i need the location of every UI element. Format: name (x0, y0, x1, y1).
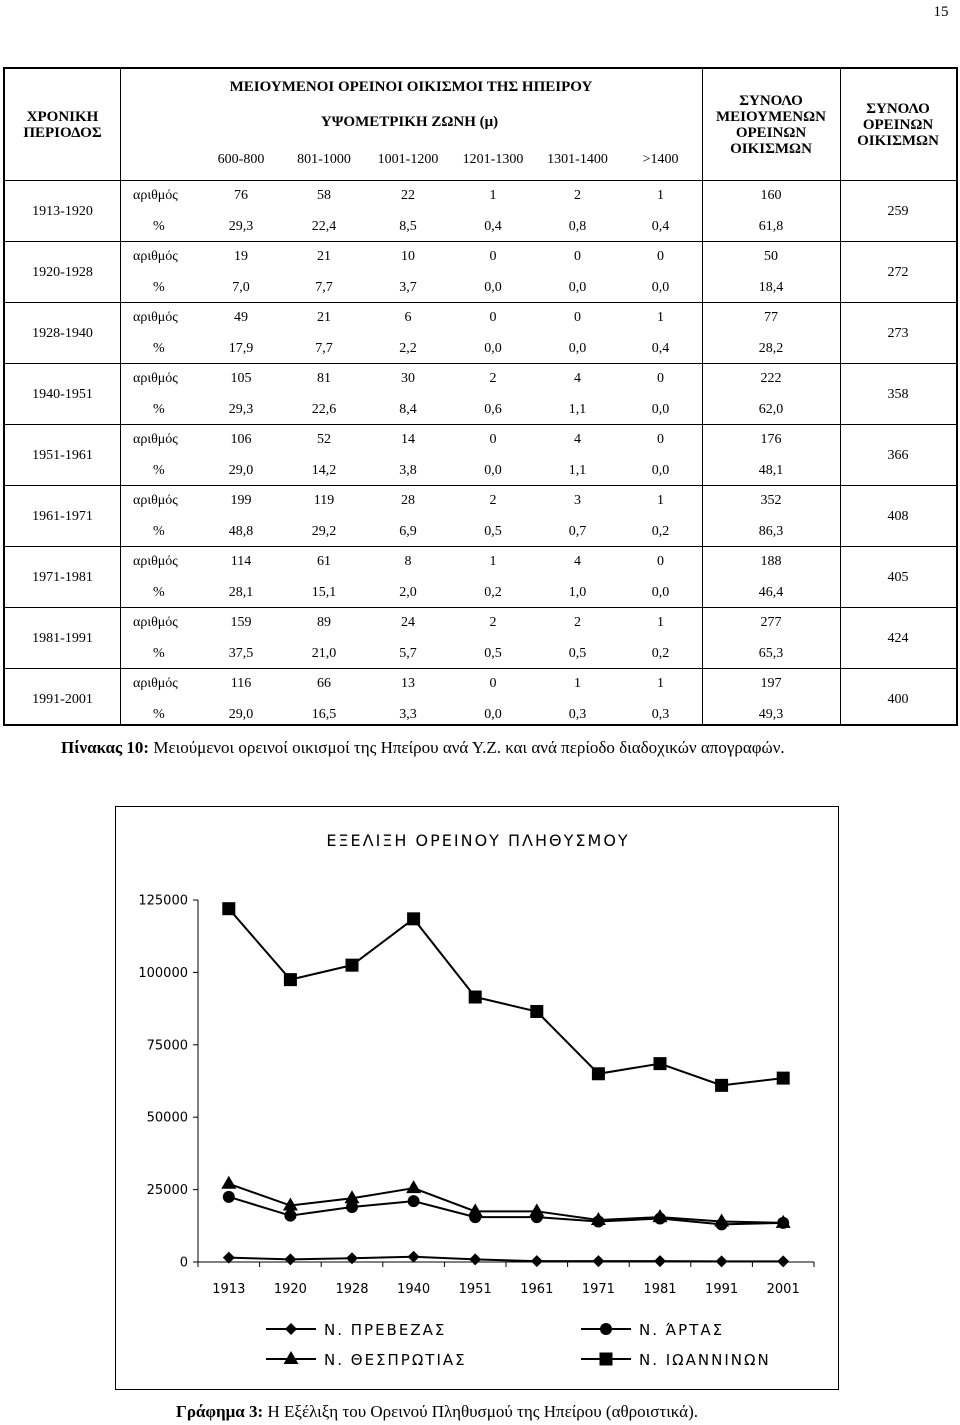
percent-cell: 48,8 (228, 523, 254, 539)
percent-cell: 62,0 (758, 401, 784, 417)
percent-cell: 0,2 (484, 584, 502, 600)
total-cell: 358 (887, 386, 909, 402)
period-cell: 1928-1940 (32, 325, 93, 341)
number-cell: 19 (234, 249, 248, 265)
period-cell: 1940-1951 (32, 386, 93, 402)
number-cell: 0 (574, 249, 581, 265)
number-cell: 0 (574, 310, 581, 326)
number-cell: 10 (401, 249, 415, 265)
number-cell: 199 (230, 493, 252, 509)
percent-cell: 0,0 (568, 340, 587, 356)
number-cell: 2 (489, 371, 497, 387)
percent-cell: 8,4 (399, 401, 417, 417)
number-cell: 66 (317, 676, 331, 692)
number-cell: 2 (489, 615, 497, 631)
percent-cell: 0,0 (651, 279, 670, 295)
data-point-arta (284, 1210, 296, 1222)
number-cell: 222 (760, 371, 782, 387)
data-point-thesprotia (714, 1213, 729, 1226)
number-cell: 58 (317, 188, 331, 204)
percent-cell: 2,0 (399, 584, 417, 600)
percent-cell: 29,0 (228, 706, 254, 722)
percent-cell: 37,5 (228, 645, 254, 661)
percent-cell: 0,0 (484, 462, 502, 478)
row-label-number: αριθμός (133, 493, 178, 509)
number-cell: 159 (230, 615, 252, 631)
chart-caption (176, 1402, 698, 1422)
zone-header: 600-800 (217, 152, 265, 167)
data-point-preveza (469, 1253, 481, 1265)
percent-cell: 0,2 (651, 645, 670, 661)
percent-cell: 3,3 (399, 706, 417, 722)
total-cell: 366 (887, 447, 909, 463)
col-total-reduced-header: ΣΥΝΟΛΟ ΜΕΙΟΥΜΕΝΩΝ ΟΡΕΙΝΩΝ ΟΙΚΙΣΜΩΝ (716, 92, 826, 157)
y-tick-label: 0 (179, 1255, 188, 1271)
number-cell: 13 (401, 676, 415, 692)
total-cell: 405 (887, 569, 909, 585)
percent-cell: 61,8 (758, 218, 784, 234)
percent-cell: 29,3 (228, 218, 254, 234)
data-point-thesprotia (406, 1180, 421, 1193)
percent-cell: 28,1 (228, 584, 254, 600)
total-cell: 400 (887, 691, 909, 707)
data-point-ioannina (654, 1057, 667, 1070)
number-cell: 30 (401, 371, 415, 387)
row-label-number: αριθμός (133, 432, 178, 448)
number-cell: 81 (317, 371, 331, 387)
number-cell: 50 (764, 249, 778, 265)
number-cell: 352 (760, 493, 782, 509)
number-cell: 277 (760, 615, 782, 631)
legend-label-ioannina: Ν. ΙΩΑΝΝΙΝΩΝ (639, 1351, 771, 1369)
col-period-header: ΧΡΟΝΙΚΗ ΠΕΡΙΟΔΟΣ (23, 108, 102, 141)
y-tick-label: 125000 (138, 893, 188, 909)
zone-header: 801-1000 (297, 152, 351, 167)
percent-cell: 16,5 (311, 706, 337, 722)
percent-cell: 0,4 (651, 218, 670, 234)
divider (120, 69, 121, 724)
number-cell: 1 (657, 188, 664, 204)
data-point-preveza (716, 1255, 728, 1267)
x-tick-label: 1913 (212, 1282, 246, 1297)
row-label-number: αριθμός (133, 371, 178, 387)
number-cell: 1 (657, 493, 664, 509)
percent-cell: 7,7 (315, 340, 333, 356)
total-cell: 273 (887, 325, 909, 341)
number-cell: 0 (657, 249, 664, 265)
row-label-number: αριθμός (133, 249, 178, 265)
zone-header: 1201-1300 (462, 152, 524, 167)
number-cell: 105 (230, 371, 252, 387)
percent-cell: 0,8 (568, 218, 587, 234)
number-cell: 2 (574, 615, 581, 631)
period-cell: 1961-1971 (32, 508, 93, 524)
series-line-preveza (229, 1257, 783, 1262)
percent-cell: 0,2 (651, 523, 670, 539)
total-cell: 259 (887, 203, 909, 219)
percent-cell: 0,0 (484, 340, 502, 356)
percent-cell: 0,0 (651, 462, 670, 478)
percent-cell: 22,4 (311, 218, 337, 234)
data-point-thesprotia (653, 1209, 668, 1222)
number-cell: 106 (230, 432, 252, 448)
percent-cell: 18,4 (758, 279, 784, 295)
number-cell: 8 (404, 554, 412, 570)
chart-title: ΕΞΕΛΙΞΗ ΟΡΕΙΝΟΥ ΠΛΗΘΥΣΜΟΥ (326, 831, 630, 850)
row-label-number: αριθμός (133, 310, 178, 326)
page-number: 15 (933, 4, 949, 20)
number-cell: 76 (234, 188, 248, 204)
number-cell: 188 (760, 554, 782, 570)
percent-cell: 0,6 (484, 401, 502, 417)
number-cell: 28 (401, 493, 415, 509)
data-point-preveza (408, 1251, 420, 1263)
number-cell: 14 (401, 432, 415, 448)
number-cell: 2 (574, 188, 581, 204)
percent-cell: 0,0 (651, 401, 670, 417)
data-point-preveza (284, 1253, 296, 1265)
number-cell: 0 (489, 249, 497, 265)
legend-marker-thesprotia (284, 1351, 299, 1364)
data-point-thesprotia (221, 1176, 236, 1189)
number-cell: 0 (657, 371, 664, 387)
y-tick-label: 100000 (138, 965, 188, 981)
percent-cell: 15,1 (311, 584, 337, 600)
row-label-percent: % (153, 401, 165, 417)
percent-cell: 0,4 (651, 340, 670, 356)
total-cell: 408 (887, 508, 909, 524)
number-cell: 61 (317, 554, 331, 570)
data-point-preveza (592, 1255, 604, 1267)
x-tick-label: 1940 (397, 1282, 431, 1297)
number-cell: 0 (489, 676, 497, 692)
data-point-arta (408, 1195, 420, 1207)
percent-cell: 6,9 (399, 523, 417, 539)
percent-cell: 0,4 (484, 218, 502, 234)
zone-header: >1400 (642, 152, 679, 167)
number-cell: 2 (489, 493, 497, 509)
percent-cell: 1,1 (568, 462, 587, 478)
number-cell: 4 (574, 554, 581, 570)
percent-cell: 8,5 (399, 218, 417, 234)
table-caption-prefix: Πίνακας 10: (61, 738, 150, 757)
percent-cell: 49,3 (758, 706, 784, 722)
legend-label-thesprotia: Ν. ΘΕΣΠΡΩΤΙΑΣ (324, 1351, 467, 1369)
number-cell: 160 (760, 188, 782, 204)
y-tick-label: 50000 (146, 1110, 188, 1126)
number-cell: 0 (489, 310, 497, 326)
number-cell: 197 (760, 676, 782, 692)
legend-marker-arta (600, 1323, 612, 1335)
data-point-preveza (531, 1255, 543, 1267)
percent-cell: 0,0 (484, 279, 502, 295)
percent-cell: 7,7 (315, 279, 333, 295)
x-tick-label: 1981 (643, 1282, 677, 1297)
percent-cell: 0,3 (651, 706, 670, 722)
period-cell: 1920-1928 (32, 264, 93, 280)
percent-cell: 65,3 (758, 645, 784, 661)
data-point-thesprotia (529, 1203, 544, 1216)
series-line-ioannina (229, 909, 783, 1086)
period-cell: 1913-1920 (32, 203, 93, 219)
table-caption-text: Μειούμενοι ορεινοί οικισμοί της Ηπείρου ανά Υ.Ζ. και ανά περίοδο διαδοχικών απογραφών. (149, 738, 785, 757)
number-cell: 4 (574, 432, 581, 448)
number-cell: 176 (760, 432, 782, 448)
row-label-percent: % (153, 462, 165, 478)
number-cell: 21 (317, 249, 331, 265)
row-label-number: αριθμός (133, 615, 178, 631)
number-cell: 1 (657, 310, 664, 326)
legend-marker-ioannina (600, 1353, 613, 1366)
number-cell: 116 (230, 676, 252, 692)
number-cell: 21 (317, 310, 331, 326)
number-cell: 0 (657, 432, 664, 448)
percent-cell: 0,0 (651, 584, 670, 600)
x-tick-label: 1951 (458, 1282, 492, 1297)
data-point-ioannina (592, 1067, 605, 1080)
percent-cell: 48,1 (758, 462, 784, 478)
number-cell: 77 (764, 310, 778, 326)
table-caption (61, 738, 785, 758)
data-point-ioannina (715, 1079, 728, 1092)
number-cell: 49 (234, 310, 248, 326)
number-cell: 1 (574, 676, 581, 692)
row-label-percent: % (153, 584, 165, 600)
number-cell: 114 (230, 554, 252, 570)
percent-cell: 14,2 (311, 462, 337, 478)
chart-svg (116, 807, 840, 1391)
period-cell: 1991-2001 (32, 691, 93, 707)
zone-header: 1301-1400 (547, 152, 608, 167)
settlements-table (3, 67, 958, 726)
number-cell: 52 (317, 432, 331, 448)
percent-cell: 22,6 (311, 401, 337, 417)
data-point-ioannina (469, 991, 482, 1004)
percent-cell: 1,0 (568, 584, 587, 600)
data-point-preveza (654, 1255, 666, 1267)
legend-label-preveza: Ν. ΠΡΕΒΕΖΑΣ (324, 1321, 447, 1339)
row-label-percent: % (153, 706, 165, 722)
population-chart (115, 806, 839, 1390)
percent-cell: 29,3 (228, 401, 254, 417)
percent-cell: 0,0 (568, 279, 587, 295)
percent-cell: 1,1 (568, 401, 587, 417)
row-label-number: αριθμός (133, 188, 178, 204)
percent-cell: 21,0 (311, 645, 337, 661)
legend-marker-preveza (285, 1323, 297, 1335)
percent-cell: 46,4 (758, 584, 784, 600)
data-point-arta (223, 1191, 235, 1203)
row-label-percent: % (153, 340, 165, 356)
y-tick-label: 75000 (146, 1038, 188, 1054)
percent-cell: 3,8 (399, 462, 417, 478)
number-cell: 0 (489, 432, 497, 448)
legend-label-arta: Ν. ΆΡΤΑΣ (639, 1321, 725, 1339)
chart-caption-prefix: Γράφημα 3: (176, 1402, 264, 1421)
percent-cell: 29,0 (228, 462, 254, 478)
row-label-percent: % (153, 645, 165, 661)
x-tick-label: 1971 (581, 1282, 615, 1297)
data-point-preveza (777, 1255, 789, 1267)
number-cell: 1 (657, 615, 664, 631)
number-cell: 1 (489, 554, 497, 570)
row-label-percent: % (153, 218, 165, 234)
percent-cell: 0,5 (484, 523, 502, 539)
row-label-number: αριθμός (133, 554, 178, 570)
number-cell: 1 (489, 188, 497, 204)
percent-cell: 28,2 (758, 340, 784, 356)
chart-caption-text: Η Εξέλιξη του Ορεινού Πληθυσμού της Ηπείρου (αθροιστικά). (263, 1402, 698, 1421)
percent-cell: 7,0 (232, 279, 250, 295)
percent-cell: 0,3 (568, 706, 587, 722)
number-cell: 89 (317, 615, 331, 631)
col-total-header: ΣΥΝΟΛΟ ΟΡΕΙΝΩΝ ΟΙΚΙΣΜΩΝ (857, 100, 939, 149)
number-cell: 6 (404, 310, 412, 326)
row-label-percent: % (153, 279, 165, 295)
period-cell: 1981-1991 (32, 630, 93, 646)
percent-cell: 86,3 (758, 523, 784, 539)
data-point-ioannina (777, 1072, 790, 1085)
total-cell: 272 (887, 264, 909, 280)
percent-cell: 29,2 (311, 523, 337, 539)
data-point-ioannina (284, 973, 297, 986)
total-cell: 424 (887, 630, 909, 646)
number-cell: 3 (574, 493, 581, 509)
x-tick-label: 1961 (520, 1282, 554, 1297)
y-tick-label: 25000 (146, 1183, 188, 1199)
data-point-ioannina (222, 902, 235, 915)
group-title: ΜΕΙΟΥΜΕΝΟΙ ΟΡΕΙΝΟΙ ΟΙΚΙΣΜΟΙ ΤΗΣ ΗΠΕΙΡΟΥ (229, 79, 593, 95)
number-cell: 4 (574, 371, 581, 387)
percent-cell: 0,0 (484, 706, 502, 722)
data-point-ioannina (346, 959, 359, 972)
number-cell: 24 (401, 615, 415, 631)
zone-header: 1001-1200 (377, 152, 439, 167)
x-tick-label: 1920 (273, 1282, 307, 1297)
number-cell: 1 (657, 676, 664, 692)
row-label-number: αριθμός (133, 676, 178, 692)
data-point-ioannina (407, 912, 420, 925)
percent-cell: 17,9 (228, 340, 254, 356)
x-tick-label: 1928 (335, 1282, 369, 1297)
row-label-percent: % (153, 523, 165, 539)
percent-cell: 0,7 (568, 523, 587, 539)
period-cell: 1971-1981 (32, 569, 93, 585)
percent-cell: 0,5 (568, 645, 587, 661)
period-cell: 1951-1961 (32, 447, 93, 463)
data-point-ioannina (530, 1005, 543, 1018)
percent-cell: 0,5 (484, 645, 502, 661)
x-tick-label: 2001 (766, 1282, 800, 1297)
percent-cell: 5,7 (399, 645, 417, 661)
number-cell: 119 (313, 493, 335, 509)
zone-title: ΥΨΟΜΕΤΡΙΚΗ ΖΩΝΗ (μ) (320, 114, 499, 130)
percent-cell: 2,2 (399, 340, 417, 356)
number-cell: 0 (657, 554, 664, 570)
number-cell: 22 (401, 188, 415, 204)
percent-cell: 3,7 (399, 279, 417, 295)
x-tick-label: 1991 (705, 1282, 739, 1297)
